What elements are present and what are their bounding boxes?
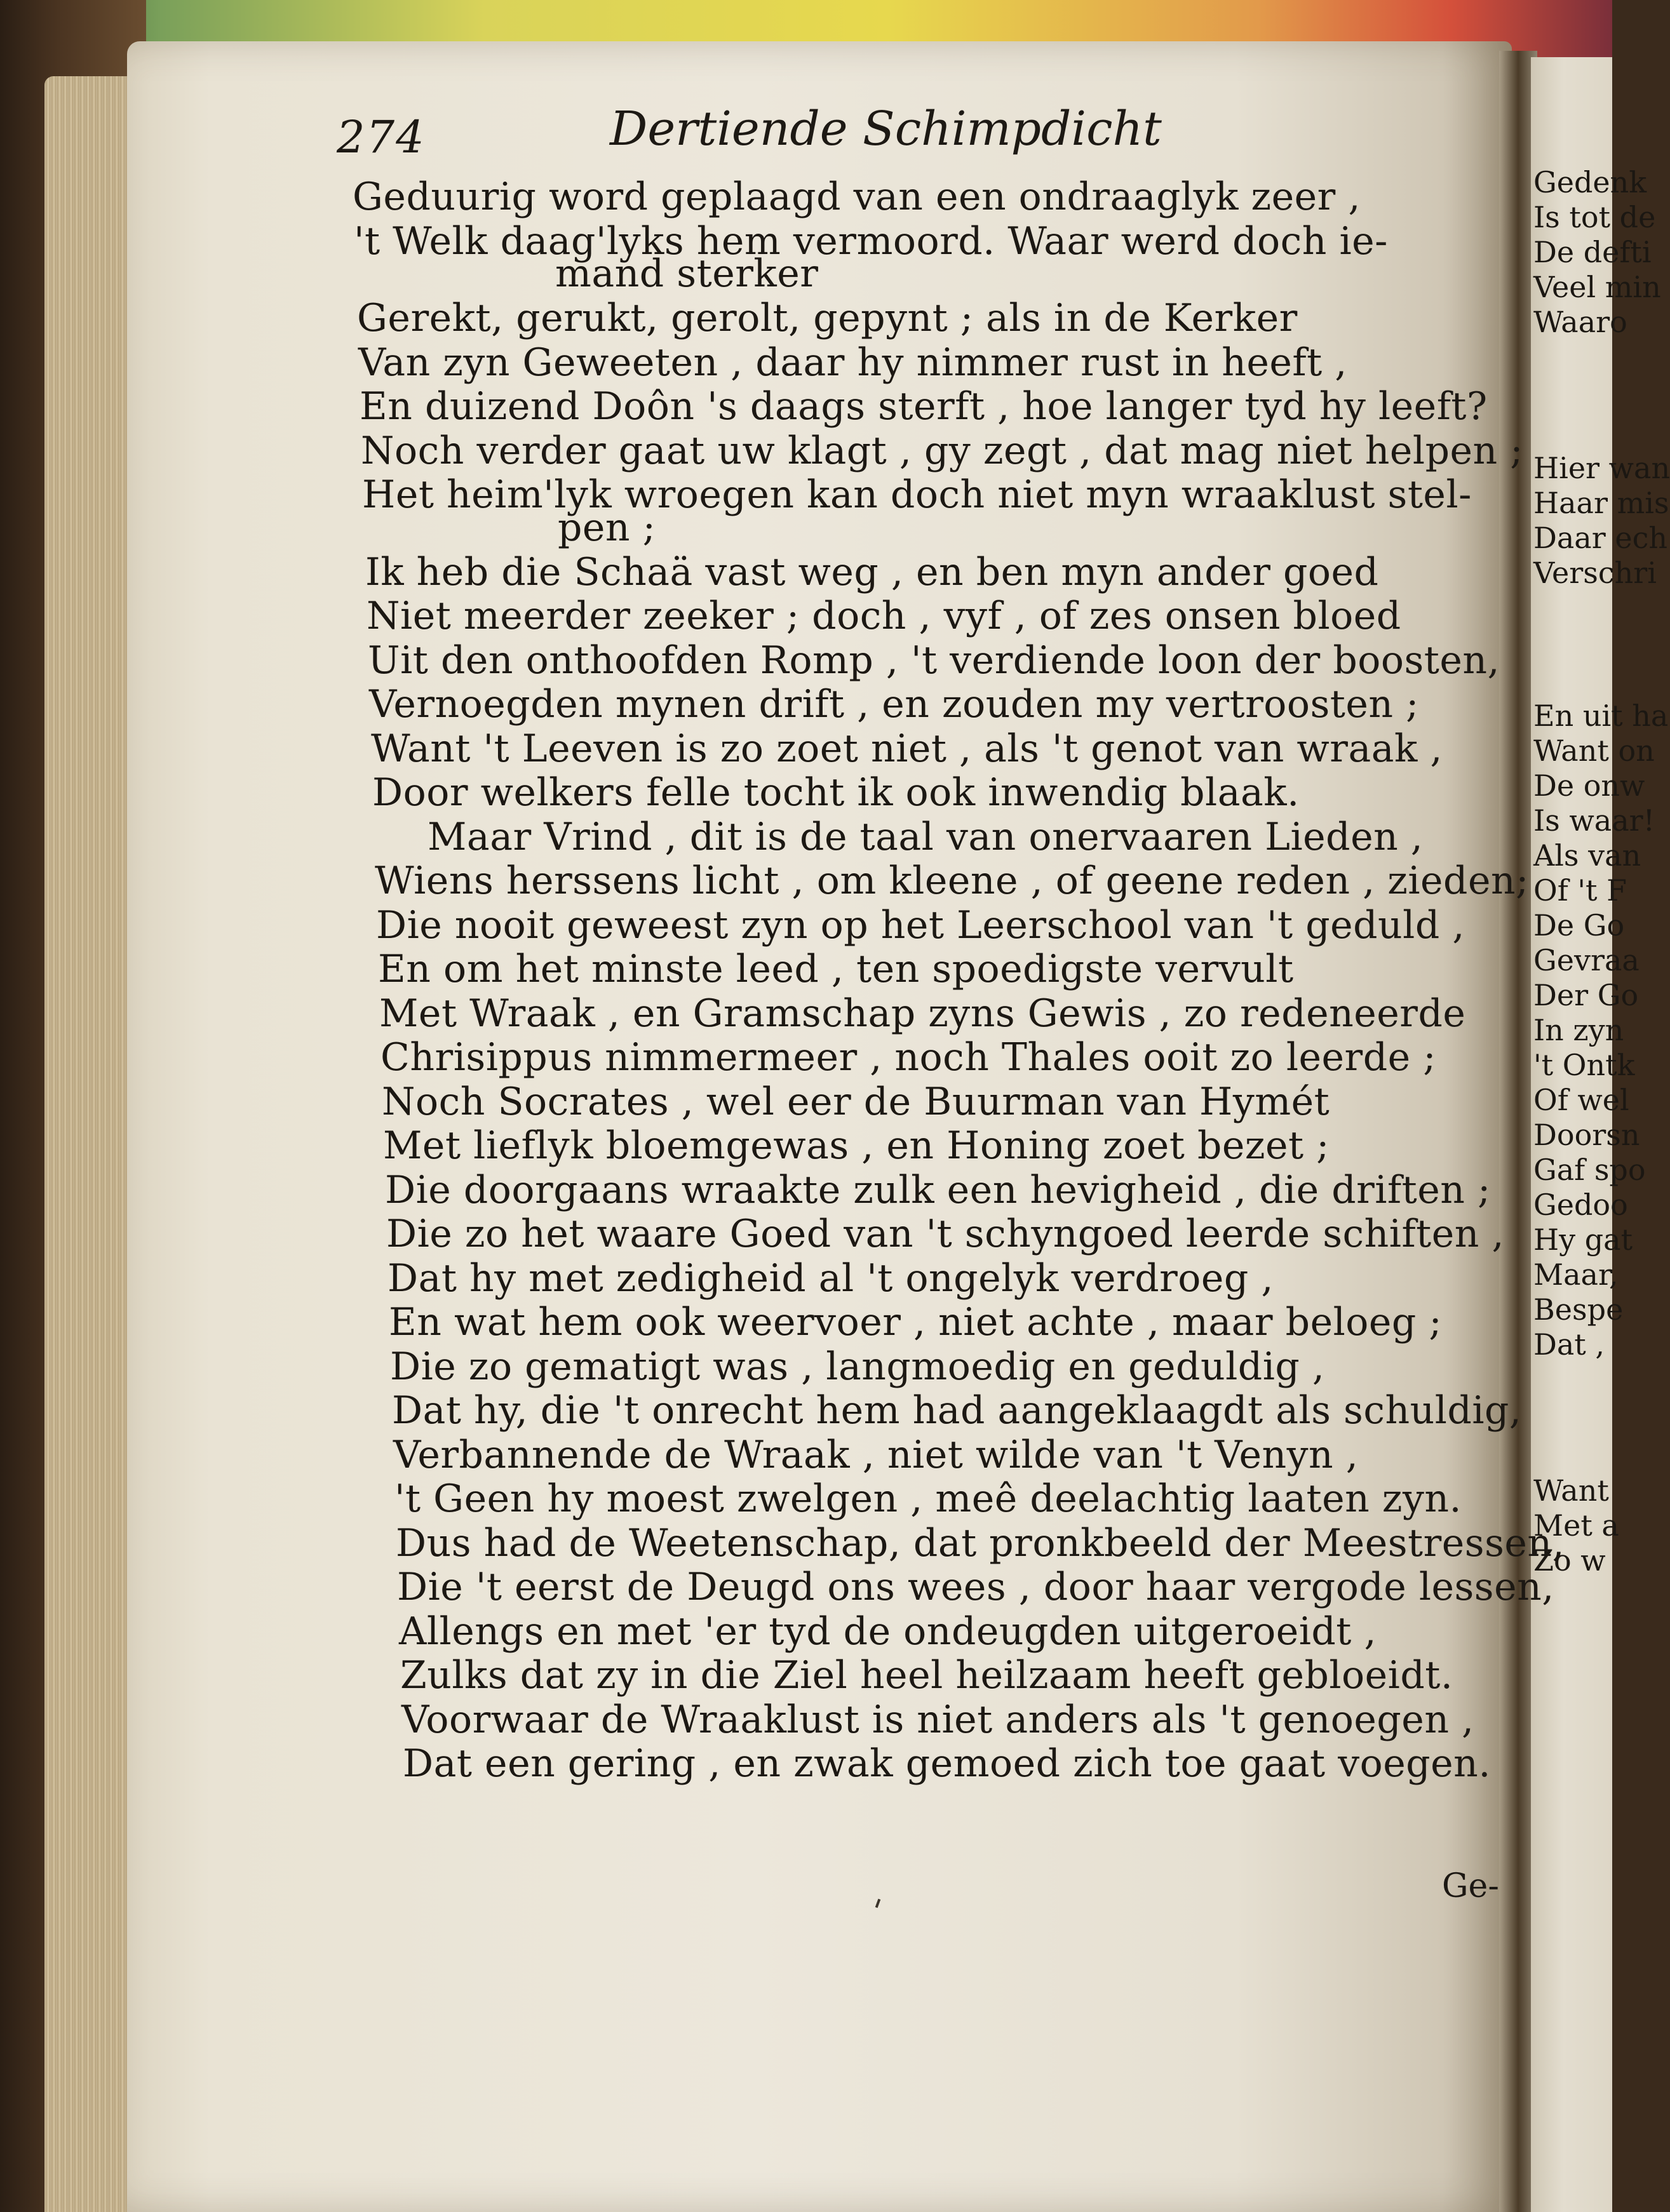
- poem-line: Die zo gematigt was , langmoedig en geduldig ,: [390, 1344, 1325, 1389]
- poem-line: Voorwaar de Wraaklust is niet anders als 't genoegen ,: [401, 1698, 1474, 1742]
- poem-line: En wat hem ook weervoer , niet achte , maar beloeg ;: [389, 1300, 1443, 1344]
- facing-page-fragment: Veel min: [1533, 270, 1661, 304]
- facing-page: [1531, 57, 1670, 2212]
- poem-line: 't Welk daag'lyks hem vermoord. Waar werd doch ie-: [354, 219, 1388, 264]
- poem-line: Niet meerder zeeker ; doch , vyf , of zes onsen bloed: [367, 594, 1401, 638]
- poem-line: mand sterker: [555, 251, 819, 296]
- poem-line: pen ;: [558, 506, 656, 550]
- facing-page-fragment: Verschri: [1533, 556, 1657, 590]
- poem-line: 't Geen hy moest zwelgen , meê deelachtig laaten zyn.: [394, 1477, 1462, 1521]
- facing-page-fragment: Waaro: [1533, 305, 1627, 339]
- poem-line: Die 't eerst de Deugd ons wees , door haar vergode lessen,: [397, 1565, 1554, 1609]
- poem-line: Noch Socrates , wel eer de Buurman van Hymét: [382, 1080, 1330, 1124]
- facing-page-fragment: 't Ontk: [1533, 1048, 1635, 1082]
- facing-page-fragment: Want on: [1533, 734, 1655, 768]
- facing-page-fragment: Gevraa: [1533, 943, 1640, 977]
- running-title: Dertiende Schimpdicht: [610, 102, 1162, 156]
- facing-page-fragment: Dat ,: [1533, 1327, 1605, 1362]
- facing-page-fragment: Zo w: [1533, 1543, 1606, 1578]
- facing-page-fragment: De onw: [1533, 768, 1645, 803]
- facing-page-fragment: Gedoo: [1533, 1188, 1628, 1222]
- poem-line: Gerekt, gerukt, gerolt, gepynt ; als in de Kerker: [357, 296, 1298, 340]
- poem-line: Dus had de Weetenschap, dat pronkbeeld der Meestressen,: [396, 1521, 1565, 1565]
- facing-page-fragment: Hy gat: [1533, 1223, 1633, 1257]
- poem-line: Zulks dat zy in die Ziel heel heilzaam heeft gebloeidt.: [400, 1653, 1453, 1698]
- poem-line: Vernoegden mynen drift , en zouden my vertroosten ;: [369, 682, 1419, 727]
- facing-page-fragment: Gaf spo: [1533, 1153, 1646, 1187]
- poem-line: Door welkers felle tocht ik ook inwendig blaak.: [372, 770, 1300, 815]
- facing-page-fragment: Daar ech: [1533, 521, 1667, 555]
- facing-page-fragment: In zyn: [1533, 1013, 1624, 1047]
- poem-line: En duizend Doôn 's daags sterft , hoe langer tyd hy leeft?: [360, 384, 1488, 429]
- catchword: Ge-: [1442, 1867, 1499, 1905]
- poem-line: Uit den onthoofden Romp , 't verdiende loon der boosten,: [368, 638, 1500, 683]
- poem-line: Chrisippus nimmermeer , noch Thales ooit zo leerde ;: [380, 1035, 1436, 1080]
- poem-line: Het heim'lyk wroegen kan doch niet myn wraaklust stel-: [362, 473, 1472, 517]
- poem-line: Met lieflyk bloemgewas , en Honing zoet bezet ;: [383, 1123, 1330, 1168]
- facing-page-fragment: Gedenk: [1533, 165, 1647, 199]
- facing-page-fragment: De defti: [1533, 235, 1652, 269]
- facing-page-fragment: De Go: [1533, 908, 1625, 942]
- facing-page-fragment: Of 't F: [1533, 873, 1627, 908]
- poem-line: Allengs en met 'er tyd de ondeugden uitgeroeidt ,: [399, 1609, 1377, 1654]
- poem-line: Ik heb die Schaä vast weg , en ben myn ander goed: [365, 550, 1379, 594]
- facing-page-fragment: En uit ha: [1533, 699, 1669, 733]
- facing-page-fragment: Is tot de: [1533, 200, 1656, 234]
- poem-line: Wiens herssens licht , om kleene , of geene reden , zieden;: [375, 859, 1529, 903]
- poem-line: Die doorgaans wraakte zulk een hevigheid , die driften ;: [385, 1168, 1491, 1212]
- facing-page-fragment: Maar,: [1533, 1257, 1619, 1292]
- facing-page-fragment: Doorsn: [1533, 1118, 1640, 1152]
- poem-line: En om het minste leed , ten spoedigste vervult: [378, 947, 1294, 991]
- facing-page-fragment: Hier wan: [1533, 451, 1670, 485]
- poem-line: Noch verder gaat uw klagt , gy zegt , dat mag niet helpen ;: [361, 429, 1523, 473]
- facing-page-fragment: Als van: [1533, 838, 1641, 873]
- page-number: 274: [337, 111, 426, 163]
- facing-page-fragment: Der Go: [1533, 978, 1639, 1012]
- poem-line: Met Wraak , en Gramschap zyns Gewis , zo redeneerde: [379, 991, 1466, 1036]
- poem-line: Dat een gering , en zwak gemoed zich toe gaat voegen.: [403, 1741, 1491, 1786]
- facing-page-fragment: Met a: [1533, 1508, 1619, 1543]
- poem-line: Dat hy, die 't onrecht hem had aangeklaagdt als schuldig,: [392, 1388, 1522, 1433]
- poem-line: Die nooit geweest zyn op het Leerschool van 't geduld ,: [376, 903, 1465, 948]
- poem-line: Want 't Leeven is zo zoet niet , als 't genot van wraak ,: [371, 727, 1443, 771]
- poem-line: Maar Vrind , dit is de taal van onervaaren Lieden ,: [428, 815, 1424, 859]
- facing-page-fragment: Of wel: [1533, 1083, 1629, 1117]
- facing-page-fragment: Haar mis: [1533, 486, 1669, 520]
- facing-page-fragment: Is waar!: [1533, 803, 1655, 838]
- facing-page-fragment: Bespe: [1533, 1292, 1624, 1327]
- facing-page-fragment: Want: [1533, 1473, 1609, 1508]
- poem-line: Geduurig word geplaagd van een ondraaglyk zeer ,: [353, 175, 1361, 219]
- poem-line: Verbannende de Wraak , niet wilde van 't Venyn ,: [393, 1433, 1359, 1477]
- poem-line: Van zyn Geweeten , daar hy nimmer rust in heeft ,: [358, 340, 1347, 385]
- poem-line: Dat hy met zedigheid al 't ongelyk verdroeg ,: [387, 1256, 1274, 1301]
- poem-line: Die zo het waare Goed van 't schyngoed leerde schiften ,: [386, 1212, 1505, 1256]
